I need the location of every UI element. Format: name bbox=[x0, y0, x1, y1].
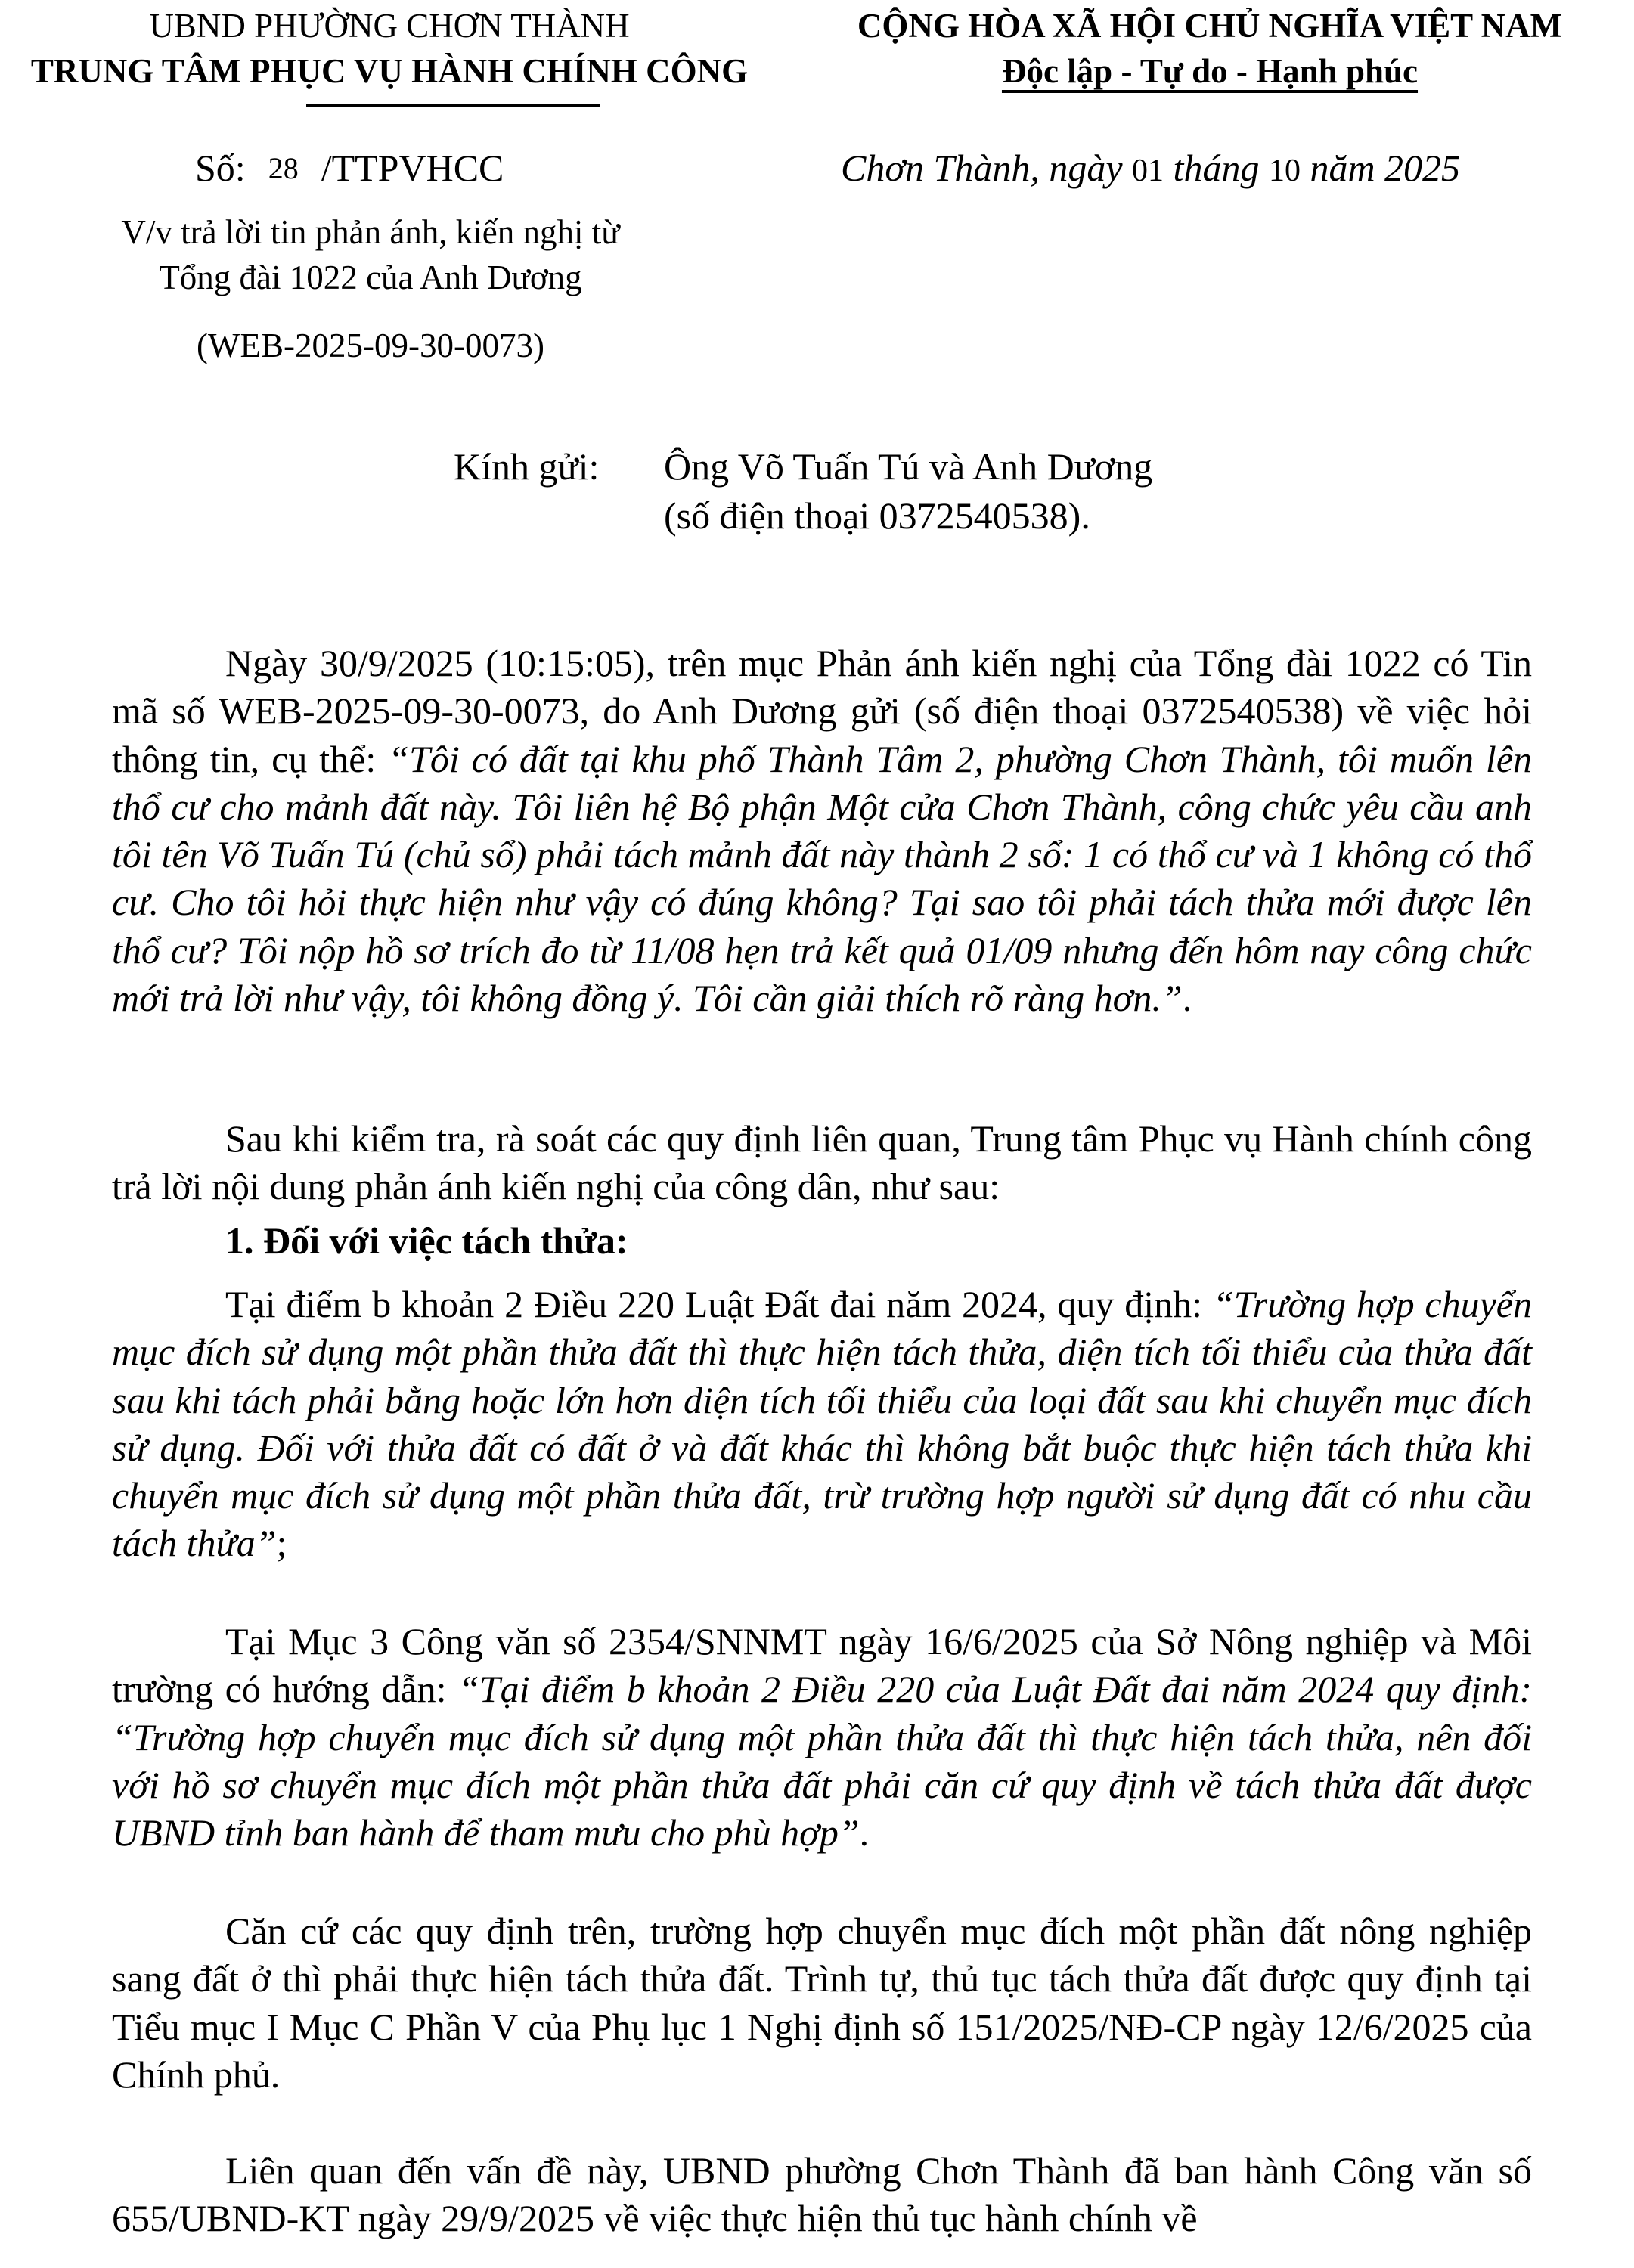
letter-intro: Tại Mục 3 Công văn số 2354/SNNMT ngày 16/6/2025 của Sở Nông nghiệp và Môi trường có hướng dẫn: bbox=[112, 1620, 1532, 1711]
header-left-rule bbox=[306, 104, 600, 107]
date-month-label: tháng bbox=[1173, 147, 1260, 189]
date-year: năm 2025 bbox=[1310, 147, 1461, 189]
number-label: Số: bbox=[195, 147, 246, 189]
recipient-name: Ông Võ Tuấn Tú và Anh Dương bbox=[664, 445, 1153, 488]
request-intro: Ngày 30/9/2025 (10:15:05), trên mục Phản ánh kiến nghị của Tổng đài 1022 có Tin mã số WEB-2025-09-30-0073, do Anh Dương gửi (số điện thoại 0372540538) về việc hỏi thông tin, cụ thể: bbox=[112, 642, 1532, 780]
paragraph-conclusion: Căn cứ các quy định trên, trường hợp chuyển mục đích một phần đất nông nghiệp sang đất ở thì phải thực hiện tách thửa đất. Trình tự, thủ tục tách thửa đất được quy định tại Tiểu mục I Mục C Phần V của Phụ lục 1 Nghị định số 151/2025/NĐ-CP ngày 12/6/2025 của Chính phủ. bbox=[112, 1910, 1532, 2096]
paragraph-response-intro: Sau khi kiểm tra, rà soát các quy định liên quan, Trung tâm Phục vụ Hành chính công trả lời nội dung phản ánh kiến nghị của công dân, như sau: bbox=[112, 1117, 1532, 1208]
law-quote: “Trường hợp chuyển mục đích sử dụng một phần thửa đất thì thực hiện tách thửa, diện tích tối thiểu của thửa đất sau khi tách phải bằng hoặc lớn hơn diện tích tối thiểu của loại đất sau khi chuyển mục đích sử dụng. Đối với thửa đất có đất ở và đất khác thì không bắt buộc thực hiện tách thửa khi chuyển mục đích sử dụng một phần thửa đất, trừ trường hợp người sử dụng đất có nhu cầu tách thửa” bbox=[112, 1283, 1532, 1565]
subject-line-2: Tổng đài 1022 của Anh Dương bbox=[159, 259, 582, 296]
request-quote: “Tôi có đất tại khu phố Thành Tâm 2, phường Chơn Thành, tôi muốn lên thổ cư cho mảnh đất này. Tôi liên hệ Bộ phận Một cửa Chơn Thành, công chức yêu cầu anh tôi tên Võ Tuấn Tú (chủ sổ) phải tách mảnh đất này thành 2 sổ: 1 có thổ cư và 1 không có thổ cư. Cho tôi hỏi thực hiện như vậy có đúng không? Tại sao tôi phải tách thửa mới được lên thổ cư? Tôi nộp hồ sơ trích đo từ 11/08 hẹn trả kết quả 01/09 nhưng đến hôm nay công chức mới trả lời như vậy, tôi không đồng ý. Tôi cần giải thích rõ ràng hơn.” bbox=[112, 737, 1533, 1020]
center-name: TRUNG TÂM PHỤC VỤ HÀNH CHÍNH CÔNG bbox=[30, 52, 749, 90]
agency-name: UBND PHƯỜNG CHƠN THÀNH bbox=[149, 7, 630, 45]
date-day: 01 bbox=[1132, 153, 1164, 188]
number-value: 28 bbox=[268, 151, 299, 185]
law-end: ; bbox=[276, 1522, 287, 1565]
paragraph-related: Liên quan đến vấn đề này, UBND phường Chơn Thành đã ban hành Công văn số 655/UBND-KT ngày 29/9/2025 về việc thực hiện thủ tục hành chính về bbox=[112, 2149, 1532, 2240]
date-month: 10 bbox=[1268, 153, 1301, 188]
recipient-phone: (số điện thoại 0372540538). bbox=[664, 494, 1090, 537]
letter-quote: “Tại điểm b khoản 2 Điều 220 của Luật Đất đai năm 2024 quy định: “Trường hợp chuyển mục đích sử dụng một phần thửa đất thì thực hiện tách thửa, nên đối với hồ sơ chuyển mục đích một phần thửa đất phải căn cứ quy định về tách thửa đất được UBND tỉnh ban hành để tham mưu cho phù hợp” bbox=[112, 1668, 1532, 1854]
recipient-label: Kính gửi: bbox=[454, 445, 600, 488]
paragraph-law-article bbox=[112, 1281, 1532, 1568]
request-end: . bbox=[1182, 977, 1192, 1020]
document-date bbox=[841, 145, 1460, 194]
section-heading-1: 1. Đối với việc tách thửa: bbox=[225, 1219, 628, 1262]
national-motto: Độc lập - Tự do - Hạnh phúc bbox=[1001, 52, 1419, 90]
document-number bbox=[195, 145, 504, 191]
number-suffix: /TTPVHCC bbox=[321, 147, 504, 189]
letter-end: . bbox=[859, 1811, 870, 1854]
law-intro: Tại điểm b khoản 2 Điều 220 Luật Đất đai năm 2024, quy định: bbox=[225, 1283, 1213, 1325]
subject-code: (WEB-2025-09-30-0073) bbox=[197, 327, 544, 364]
national-title: CỘNG HÒA XÃ HỘI CHỦ NGHĨA VIỆT NAM bbox=[857, 7, 1563, 45]
paragraph-official-letter bbox=[112, 1618, 1532, 1857]
date-prefix: Chơn Thành, ngày bbox=[841, 147, 1123, 189]
subject-line-1: V/v trả lời tin phản ánh, kiến nghị từ bbox=[121, 213, 620, 251]
paragraph-request bbox=[112, 640, 1532, 1022]
